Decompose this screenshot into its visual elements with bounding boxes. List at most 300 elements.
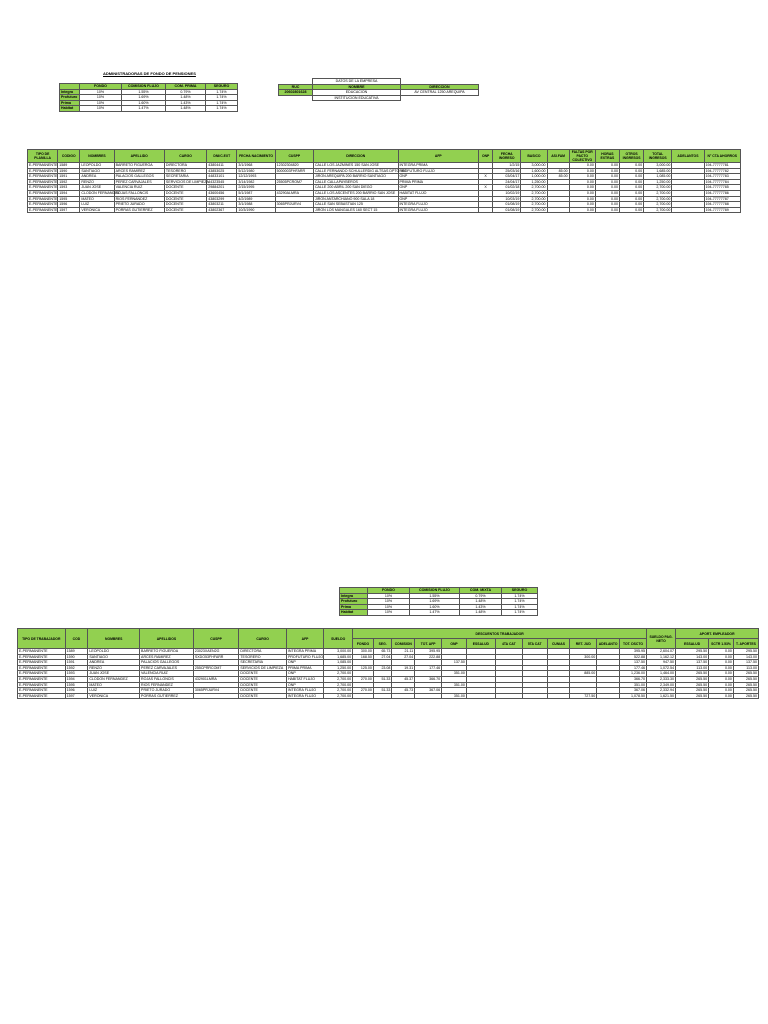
employee-cell: ARCES RAMIREZ (114, 168, 164, 174)
afp1-header-cell: SEGURO (206, 84, 238, 90)
payroll-cell: LEOPOLDO (88, 649, 140, 655)
afp1-header-cell: COMISION FLUJO (122, 84, 166, 90)
payroll-header-cell: CUNIAS (547, 639, 570, 649)
payroll-cell: 265.50 (733, 688, 758, 694)
employee-cell: 0.00 (569, 196, 595, 202)
employee-cell: 0.00 (569, 163, 595, 169)
employee-cell: 10/02/19 (493, 190, 521, 196)
payroll-cell: 45.73 (392, 688, 415, 694)
employee-cell: CALLE CALLAPAYBEROS (313, 179, 398, 185)
company-col-name: NOMBRE (313, 84, 401, 90)
payroll-cell: 51.33 (373, 688, 392, 694)
payroll-cell: 1596 (65, 688, 88, 694)
payroll-cell: 0.00 (709, 665, 734, 671)
employee-cell: 2,700.00 (521, 190, 547, 196)
employee-cell: RIOS FERNANDEZ (114, 196, 164, 202)
payroll-cell: 265.50 (676, 688, 709, 694)
payroll-cell: PRIETO JURADO (140, 688, 194, 694)
employee-cell: DOCENTE (164, 207, 206, 213)
employee-cell: 0.00 (620, 196, 644, 202)
payroll-cell: 351.00 (619, 682, 646, 688)
payroll-cell: 947.50 (647, 660, 676, 666)
employee-cell: 5/12/1980 (237, 168, 275, 174)
employee-cell: 194-77777782 (704, 168, 740, 174)
payroll-cell: DOCENTE (239, 688, 287, 694)
payroll-cell: ONP (286, 671, 323, 677)
payroll-cell (495, 693, 522, 699)
payroll-cell: TESORERO (239, 654, 287, 660)
payroll-header-cell: CARGO (239, 629, 287, 649)
payroll-cell: 351.00 (442, 671, 467, 677)
payroll-cell (392, 693, 415, 699)
employee-cell: 1,250.00 (521, 179, 547, 185)
rate-cell: 10% (368, 593, 410, 599)
rate-cell: 1.48% (166, 106, 206, 112)
company-ruc: 20602801628 (279, 90, 313, 96)
employee-cell: 12302304820 (275, 163, 313, 169)
payroll-cell: SXDO53FHFARR (193, 654, 239, 660)
employee-cell: 0.00 (595, 163, 619, 169)
payroll-cell (522, 693, 547, 699)
employee-cell: PEREZ CARVAJALES (114, 179, 164, 185)
employee-cell: 2,700.00 (521, 207, 547, 213)
employee-cell: 194-77777789 (704, 207, 740, 213)
payroll-cell: 1,464.00 (647, 671, 676, 677)
payroll-cell: DOCENTE (239, 693, 287, 699)
employee-cell: 0.00 (569, 207, 595, 213)
payroll-cell (547, 693, 570, 699)
afp-rates-table (59, 83, 238, 112)
payroll-cell: 2,700.00 (324, 682, 353, 688)
employee-cell: TESORERO (164, 168, 206, 174)
payroll-cell (415, 693, 442, 699)
payroll-cell: 113.00 (676, 665, 709, 671)
company-name: EDUCACION (313, 90, 401, 96)
payroll-header-cell: RET. JUD (570, 639, 597, 649)
employee-header-cell: FECHA NACIMIENTO (237, 150, 275, 163)
employee-cell: INTEGRA FLUJO (398, 207, 479, 213)
employee-cell: SANTIAGO (80, 168, 114, 174)
payroll-header-cell: COD (65, 629, 88, 649)
payroll-cell: E-PERMANENTE (18, 688, 66, 694)
employee-cell: E-PERMANENTE (29, 196, 58, 201)
employee-cell: 1595 (58, 196, 80, 202)
afp2-header-cell: SEGURO (502, 588, 538, 594)
employee-cell: LUIZ (80, 202, 114, 208)
payroll-header-cell: SCTR 1.53% (709, 639, 734, 649)
payroll-cell: 0.00 (709, 682, 734, 688)
payroll-header-cell: SEG. (373, 639, 392, 649)
employee-cell: CALLE LOS ASCENTES 200 BARRIO SAN JOSE (313, 190, 398, 196)
payroll-cell: 0.00 (709, 688, 734, 694)
employee-cell: 194-77777784 (704, 179, 740, 185)
employee-header-cell: FECHA INGRESO (493, 150, 521, 163)
employee-cell: 2,700.00 (644, 196, 672, 202)
payroll-cell: 2,700.00 (324, 671, 353, 677)
payroll-cell: 0.00 (709, 649, 734, 655)
payroll-cell: E-PERMANENTE (18, 693, 66, 699)
payroll-cell: 3065PRJURV4 (193, 688, 239, 694)
payroll-cell: MATEO (88, 682, 140, 688)
employee-cell: 194-77777781 (704, 163, 740, 169)
employee-cell: 10/3/1990 (237, 207, 275, 213)
afp1-header-cell: COM. PRIMA (166, 84, 206, 90)
afp-name-cell: Prima (340, 604, 368, 610)
employee-cell: 0.00 (595, 190, 619, 196)
rate-cell: 1.69% (410, 599, 460, 605)
payroll-cell: 143.00 (733, 654, 758, 660)
employee-cell: 1589 (58, 163, 80, 169)
employee-cell: DOCENTE (164, 196, 206, 202)
payroll-header-cell: FONDO (353, 639, 374, 649)
rate-cell: 1.74% (502, 593, 538, 599)
employee-header-cell: CUSPP (275, 150, 313, 163)
payroll-header-cell: TOT. AFP (415, 639, 442, 649)
employee-cell: DOCENTE (164, 202, 206, 208)
employee-cell: 194-77777787 (704, 196, 740, 202)
payroll-cell: 113.00 (733, 665, 758, 671)
payroll-cell: 27.04 (392, 654, 415, 660)
employee-cell: 0.00 (595, 202, 619, 208)
employee-cell: 1590 (58, 168, 80, 174)
employee-cell: X (479, 185, 493, 191)
employee-cell: E-PERMANENTE (29, 185, 58, 190)
payroll-cell: 295.50 (676, 649, 709, 655)
payroll-cell: 1,250.00 (324, 665, 353, 671)
payroll-cell: 270.00 (353, 688, 374, 694)
employee-header-cell: BASICO (521, 150, 547, 163)
employee-cell: 0.00 (569, 174, 595, 180)
payroll-cell: PRIMA PRIMA (286, 665, 323, 671)
employee-cell: 43290ALMRA (275, 190, 313, 196)
employee-cell: X (479, 174, 493, 180)
payroll-cell: ANDREA (88, 660, 140, 666)
rate-cell: 1.55% (122, 89, 166, 95)
payroll-cell: DIRECTORA (239, 649, 287, 655)
employee-cell: 44323545 (207, 179, 237, 185)
employee-cell: 2,700.00 (521, 202, 547, 208)
employee-cell: 0.00 (620, 202, 644, 208)
employee-cell: 194-77777786 (704, 190, 740, 196)
employee-header-cell: DNI/C.EXT (207, 150, 237, 163)
employee-cell: 0.00 (595, 196, 619, 202)
afp-name-cell: Habitat (340, 610, 368, 616)
payroll-header-cell: AFP (286, 629, 323, 649)
employee-header-cell: ONP (479, 150, 493, 163)
rate-cell: 1.69% (122, 95, 166, 101)
table-row (18, 693, 759, 699)
afp-rates-table-2 (339, 587, 538, 616)
rate-cell: 1.55% (410, 593, 460, 599)
payroll-cell: 1,162.12 (647, 654, 676, 660)
employee-cell: 0.00 (569, 202, 595, 208)
payroll-cell: E-PERMANENTE (18, 676, 66, 682)
employee-cell: 0.00 (569, 185, 595, 191)
payroll-cell (466, 693, 495, 699)
payroll-cell: 395.95 (415, 649, 442, 655)
employee-header-cell: DIRECCION (313, 150, 398, 163)
employee-cell: 2,700.00 (644, 202, 672, 208)
employee-cell: ANDREA (80, 174, 114, 180)
payroll-header-cell: ESSALUD (676, 639, 709, 649)
employee-header-cell: APELLIDO (114, 150, 164, 163)
payroll-cell: 522.88 (619, 654, 646, 660)
employee-cell: 0.00 (620, 190, 644, 196)
payroll-cell: 0.00 (709, 671, 734, 677)
payroll-header-cell: APELLIDOS (140, 629, 194, 649)
employee-header-cell: CARGO (164, 150, 206, 163)
rate-cell: 1.48% (460, 610, 502, 616)
payroll-header-cell: ONP (442, 639, 467, 649)
employee-cell (672, 207, 704, 213)
employee-cell: 194-77777783 (704, 174, 740, 180)
rate-cell: 1.43% (166, 100, 206, 106)
afp-name-cell: Profuturo (60, 95, 80, 101)
payroll-cell: 366.70 (415, 676, 442, 682)
payroll-cell: 0.00 (709, 693, 734, 699)
employee-cell: 1,600.00 (521, 168, 547, 174)
payroll-cell: VERONICA (88, 693, 140, 699)
payroll-cell: 19.31 (392, 665, 415, 671)
employee-cell: 1597 (58, 207, 80, 213)
payroll-cell: 0.00 (709, 654, 734, 660)
company-col-address: DIRECCION (401, 84, 479, 90)
table-row (28, 207, 741, 213)
payroll-cell: 1,072.54 (647, 665, 676, 671)
payroll-cell: 137.50 (619, 660, 646, 666)
payroll-header-cell: ADELANTO (597, 639, 620, 649)
payroll-cell: 1594 (65, 676, 88, 682)
employee-cell: JIRON LOS MANGALES 160 SECT 15 (313, 207, 398, 213)
payroll-cell: CLODON FERNANDEZ (88, 676, 140, 682)
employee-cell: ONP (398, 196, 479, 202)
payroll-cell: E-PERMANENTE (18, 682, 66, 688)
payroll-cell: 137.50 (442, 660, 467, 666)
employee-cell: 5000003FHFARR (275, 168, 313, 174)
employee-cell: PALACIOS GALLEGOS (114, 174, 164, 180)
payroll-cell: 65.73 (373, 649, 392, 655)
descuentos-group-header: DESCUENTOS TRABAJADOR (353, 629, 647, 639)
employee-cell: INTEGRA FLUJO (398, 202, 479, 208)
payroll-cell: 0.00 (709, 660, 734, 666)
payroll-header-cell: COMISION (392, 639, 415, 649)
employee-cell: CALLE SAN SEBASTIAN 125 (313, 202, 398, 208)
payroll-cell: 1592 (65, 665, 88, 671)
payroll-cell: ONP (286, 660, 323, 666)
employee-header-cell: AFP (398, 150, 479, 163)
employee-cell: 1593 (58, 185, 80, 191)
employee-cell: PORRAS GUTIERREZ (114, 207, 164, 213)
employee-cell: E-PERMANENTE (29, 174, 58, 179)
rate-cell: 1.74% (206, 95, 238, 101)
employee-cell: 25/03/16 (493, 168, 521, 174)
rate-cell: 10% (368, 604, 410, 610)
employee-cell: 2,700.00 (521, 185, 547, 191)
payroll-cell: 125.00 (353, 665, 374, 671)
employee-cell: CALLE 200 ABRIL 200 SAN DIEGO (313, 185, 398, 191)
employee-cell: 10/03/19 (493, 196, 521, 202)
payroll-cell: 295.50 (733, 649, 758, 655)
payroll-cell: E-PERMANENTE (18, 654, 66, 660)
company-extra: INSTITUCION EDUCATIVA (313, 95, 401, 101)
company-address: AV CENTRAL 1250 AREQUIPA (401, 90, 479, 96)
employee-cell: ONP (398, 174, 479, 180)
payroll-cell: 1,621.50 (647, 693, 676, 699)
payroll-cell: PORRAS GUTIERREZ (140, 693, 194, 699)
payroll-cell: 367.06 (415, 688, 442, 694)
employee-cell: 0.00 (620, 207, 644, 213)
payroll-cell: SECRETARIA (239, 660, 287, 666)
payroll-cell: 2,333.30 (647, 676, 676, 682)
rate-cell: 1.47% (122, 106, 166, 112)
employee-cell: 1/2/15 (493, 163, 521, 169)
payroll-cell: INTEGRA PRIMA (286, 649, 323, 655)
employee-cell: 2,700.00 (521, 196, 547, 202)
employee-cell: 2/15/1995 (237, 185, 275, 191)
payroll-cell: 265.50 (676, 693, 709, 699)
payroll-cell: 143.00 (676, 654, 709, 660)
employee-cell: 0.00 (620, 179, 644, 185)
employee-cell: E-PERMANENTE (29, 202, 58, 207)
employee-cell: 0.00 (569, 190, 595, 196)
company-col-ruc: RUC (279, 84, 313, 90)
afp2-header-cell: COMISION FLUJO (410, 588, 460, 594)
employee-cell: 85.00 (547, 168, 569, 174)
employee-cell: 1,685.00 (644, 168, 672, 174)
payroll-cell: 395.95 (619, 649, 646, 655)
payroll-header-cell: ESSALUD (466, 639, 495, 649)
payroll-cell: 265.50 (733, 693, 758, 699)
payroll-cell: 265.50 (676, 671, 709, 677)
rate-cell: 0.79% (166, 89, 206, 95)
employee-cell: 0.00 (595, 207, 619, 213)
payroll-cell: SANTIAGO (88, 654, 140, 660)
employee-cell: E-PERMANENTE (29, 207, 58, 212)
payroll-cell: BARRETO FIGUEROA (140, 649, 194, 655)
payroll-cell: E-PERMANENTE (18, 665, 66, 671)
payroll-cell: 727.50 (570, 693, 597, 699)
rate-cell: 1.48% (460, 599, 502, 605)
employee-cell: DOCENTE (164, 185, 206, 191)
employee-cell: 85.00 (547, 174, 569, 180)
afp2-header-cell: COM. MIXTA (460, 588, 502, 594)
payroll-cell: 1590 (65, 654, 88, 660)
employee-cell: 0.00 (620, 168, 644, 174)
employee-cell: 1,000.00 (521, 174, 547, 180)
rate-cell: 10% (80, 89, 122, 95)
employee-header-cell: ADELANTOS (672, 150, 704, 163)
payroll-cell: 300.00 (353, 649, 374, 655)
employee-cell: HABITAT FLUJO (398, 190, 479, 196)
company-heading: DATOS DE LA EMPRESA (313, 79, 401, 85)
payroll-cell: 23.08 (373, 665, 392, 671)
employee-header-cell: ASI.FAM (547, 150, 569, 163)
employee-cell: 1594 (58, 190, 80, 196)
employee-cell: BARRETO FIGUEROA (114, 163, 164, 169)
payroll-cell: 222.88 (415, 654, 442, 660)
rate-cell: 10% (80, 100, 122, 106)
payroll-cell: HABITAT FLUJO (286, 676, 323, 682)
payroll-cell: E-PERMANENTE (18, 649, 66, 655)
employee-header-cell: TOTAL INGRESOS (644, 150, 672, 163)
rate-cell: 1.74% (502, 610, 538, 616)
employee-cell: 43803299 (207, 196, 237, 202)
payroll-cell: 1,236.00 (619, 671, 646, 677)
employee-cell: DIRECTORA (164, 163, 206, 169)
employee-cell: 194-77777788 (704, 202, 740, 208)
payroll-header-cell: TIPO DE TRABAJADOR (18, 629, 66, 649)
payroll-cell: DOCENTE (239, 671, 287, 677)
employees-table (27, 149, 741, 213)
employee-cell: DOCENTE (164, 190, 206, 196)
afp1-header-cell: FONDO (80, 84, 122, 90)
employee-cell: 5/1/1987 (237, 190, 275, 196)
payroll-cell: ROJAS FALLONCIS (140, 676, 194, 682)
payroll-cell: 137.50 (676, 660, 709, 666)
employee-cell: PRIMA PRIMA (398, 179, 479, 185)
payroll-cell: 265.50 (733, 682, 758, 688)
employee-header-cell: FALTAS POR PACTO COLECTIVO (569, 150, 595, 163)
payroll-cell: DOCENTE (239, 676, 287, 682)
employee-cell: MATEO (80, 196, 114, 202)
payroll-cell: 27.04 (373, 654, 392, 660)
rate-cell: 10% (80, 95, 122, 101)
employee-cell: 03/04/17 (493, 174, 521, 180)
company-data-table (278, 78, 479, 101)
payroll-cell: 1595 (65, 682, 88, 688)
employee-cell: VERONICA (80, 207, 114, 213)
payroll-cell: 1,685.00 (324, 654, 353, 660)
payroll-cell: 21.11 (392, 649, 415, 655)
payroll-header-cell: 4TA CAT (495, 639, 522, 649)
employee-header-cell: HORAS EXTRAS (595, 150, 619, 163)
payroll-cell: INTEGRA FLUJO (286, 688, 323, 694)
payroll-cell: 265.50 (733, 671, 758, 677)
employee-cell: 29884201 (207, 185, 237, 191)
payroll-cell: ARCES RAMIREZ (140, 654, 194, 660)
payroll-cell: 1597 (65, 693, 88, 699)
employee-cell: 0.00 (569, 168, 595, 174)
rate-cell: 1.43% (460, 604, 502, 610)
employee-cell: 2,700.00 (644, 207, 672, 213)
payroll-cell: 1593 (65, 671, 88, 677)
afp2-header-cell: FONDO (368, 588, 410, 594)
rate-cell: 10% (80, 106, 122, 112)
employee-cell: 3,000.00 (521, 163, 547, 169)
payroll-cell: SERVICIOS DE LIMPIEZA (239, 665, 287, 671)
employee-cell: PRIETO JURADO (114, 202, 164, 208)
employee-cell: JIRON ANTARCHIANO 900 SALA 18 (313, 196, 398, 202)
employee-cell: 12/12/1993 (237, 174, 275, 180)
employee-cell: 3/14/1982 (237, 179, 275, 185)
payroll-header-cell: SUELDO PAG. NETO (647, 629, 676, 649)
employee-header-cell: CODIGO (58, 150, 80, 163)
rate-cell: 1.60% (410, 604, 460, 610)
employee-cell (275, 207, 313, 213)
payroll-cell: 2,700.00 (324, 693, 353, 699)
payroll-cell: 265.50 (676, 676, 709, 682)
employee-header-cell: OTROS INGRESOS (620, 150, 644, 163)
employee-cell: JUAN JOSE (80, 185, 114, 191)
employee-cell: E-PERMANENTE (29, 163, 58, 167)
payroll-cell: DOCENTE (239, 682, 287, 688)
employee-cell: 01/08/19 (493, 202, 521, 208)
payroll-cell: 300.00 (570, 654, 597, 660)
employee-cell: 1,250.00 (644, 179, 672, 185)
payroll-cell: 1,078.50 (619, 693, 646, 699)
rate-cell: 1.74% (502, 599, 538, 605)
employee-cell: RENZO (80, 179, 114, 185)
